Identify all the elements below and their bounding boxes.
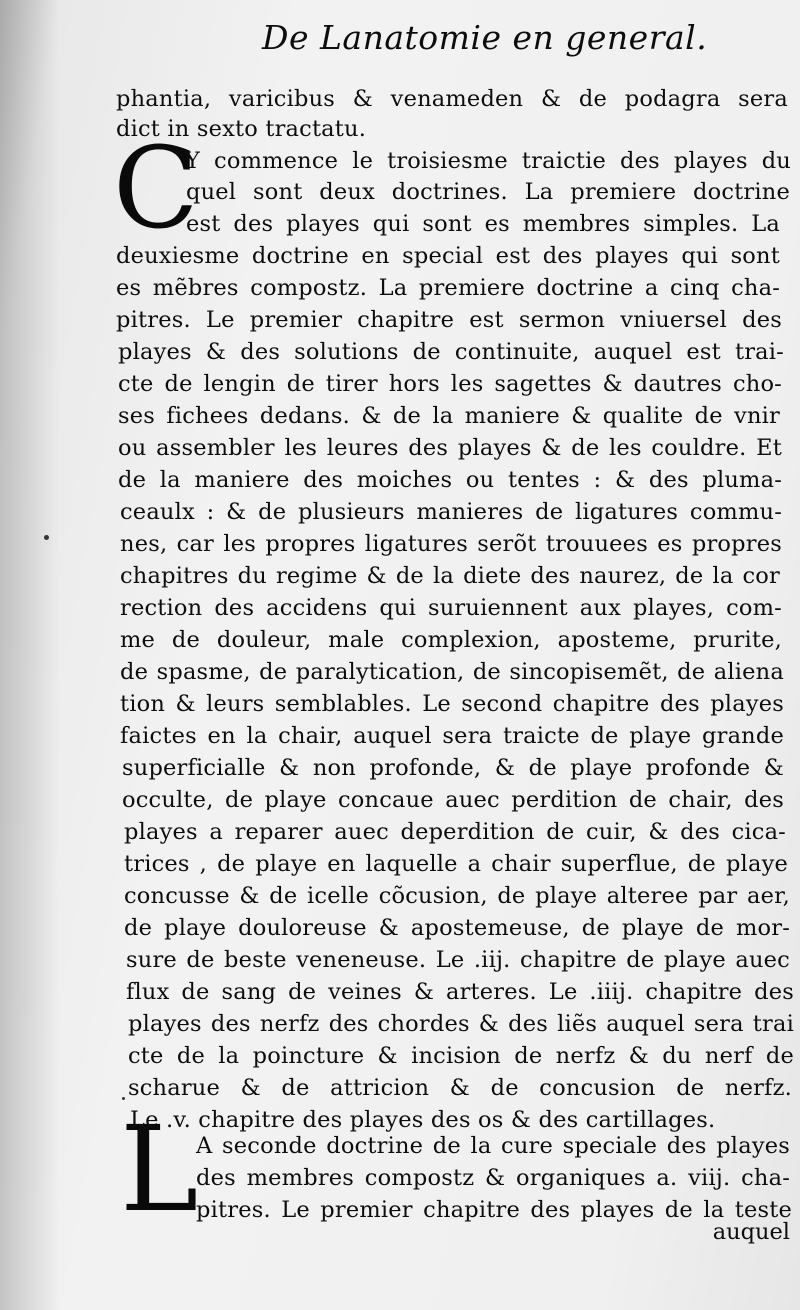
text-line: occulte, de playe concaue auec perdition de chair, des <box>122 787 784 813</box>
running-header: De Lanatomie en general. <box>262 18 708 57</box>
page-gutter-shadow <box>0 0 60 1310</box>
text-line: sure de beste veneneuse. Le .iij. chapitre de playe auec <box>126 947 790 973</box>
text-line: de la maniere des moiches ou tentes : & des pluma- <box>118 467 782 493</box>
drop-cap-c: C <box>113 124 199 254</box>
text-line: ou assembler les leures des playes & de les couldre. Et <box>118 435 782 461</box>
text-line: es mẽbres compostz. La premiere doctrine a cinq cha- <box>116 275 780 301</box>
text-line: tion & leurs semblables. Le second chapitre des playes <box>120 691 784 717</box>
text-line: Y commence le troisiesme traictie des playes du <box>185 148 791 174</box>
catchword: auquel <box>712 1219 790 1245</box>
text-line: dict in sexto tractatu. <box>116 116 367 142</box>
text-line: de spasme, de paralytication, de sincopisemẽt, de aliena <box>120 659 784 685</box>
text-line: deuxiesme doctrine en special est des playes qui sont <box>116 243 780 269</box>
text-line: superficialle & non profonde, & de playe profonde & <box>122 755 784 781</box>
text-line: nes, car les propres ligatures serõt trouuees es propres <box>120 531 782 557</box>
text-line: cte de lengin de tirer hors les sagettes & dautres cho- <box>118 371 782 397</box>
text-line: pitres. Le premier chapitre des playes de la teste <box>196 1197 792 1223</box>
text-line: rection des accidens qui suruiennent aux playes, com- <box>120 595 782 621</box>
text-line: des membres compostz & organiques a. viij. cha- <box>196 1165 790 1191</box>
text-line: phantia, varicibus & venameden & de podagra sera <box>116 86 788 112</box>
text-line: est des playes qui sont es membres simples. La <box>186 211 780 237</box>
text-line: trices , de playe en laquelle a chair superflue, de playe <box>124 851 788 877</box>
text-line: Le .v. chapitre des playes des os & des cartillages. <box>130 1107 716 1133</box>
text-line: A seconde doctrine de la cure speciale des playes <box>196 1133 790 1159</box>
text-line: me de douleur, male complexion, aposteme, prurite, <box>120 627 782 653</box>
text-line: de playe douloreuse & apostemeuse, de playe de mor- <box>124 915 790 941</box>
text-line: ceaulx : & de plusieurs manieres de ligatures commu- <box>120 499 782 525</box>
text-line: quel sont deux doctrines. La premiere doctrine <box>186 179 790 205</box>
drop-cap-l: L <box>120 1100 199 1238</box>
ink-speck <box>44 535 49 540</box>
text-line: ses fichees dedans. & de la maniere & qualite de vnir <box>118 403 780 429</box>
text-line: concusse & de icelle cõcusion, de playe alteree par aer, <box>124 883 790 909</box>
text-line: cte de la poincture & incision de nerfz & du nerf de <box>128 1043 794 1069</box>
text-line: flux de sang de veines & arteres. Le .iiij. chapitre des <box>126 979 794 1005</box>
text-line: faictes en la chair, auquel sera traicte de playe grande <box>120 723 784 749</box>
text-line: pitres. Le premier chapitre est sermon vniuersel des <box>116 307 782 333</box>
text-line: playes a reparer auec deperdition de cuir, & des cica- <box>124 819 786 845</box>
text-line: chapitres du regime & de la diete des naurez, de la cor <box>120 563 780 589</box>
text-line: playes des nerfz des chordes & des liẽs auquel sera trai <box>128 1011 794 1037</box>
text-line: playes & des solutions de continuite, auquel est trai- <box>118 339 784 365</box>
text-line: scharue & de attricion & de concusion de nerfz. <box>128 1075 792 1101</box>
